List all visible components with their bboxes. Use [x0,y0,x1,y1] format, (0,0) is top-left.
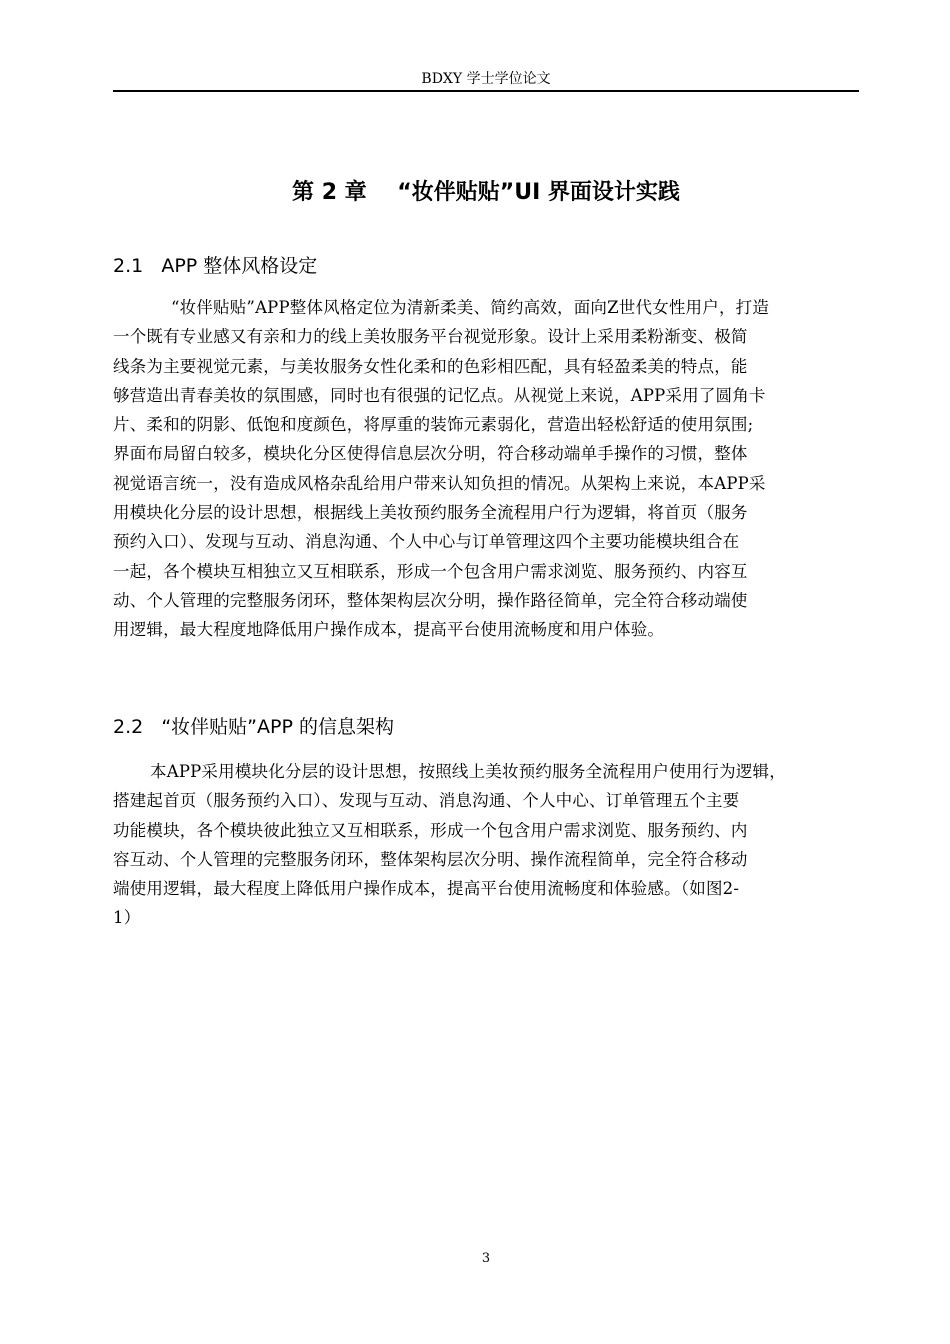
paragraph-line: 功能模块，各个模块彼此独立又互相联系，形成一个包含用户需求浏览、服务预约、内 [113,820,748,840]
paragraph-line: “妆伴贴贴”APP整体风格定位为清新柔美、简约高效，面向Z世代女性用户，打造 [171,298,770,317]
section-2-2-paragraph [113,757,863,933]
paragraph-line: 容互动、个人管理的完整服务闭环，整体架构层次分明、操作流程简单，完全符合移动 [113,849,748,869]
paragraph-line: 预约入口）、发现与互动、消息沟通、个人中心与订单管理这四个主要功能模块组合在 [113,532,740,552]
paragraph-line: 界面布局留白较多，模块化分区使得信息层次分明，符合移动端单手操作的习惯，整体 [113,444,748,464]
section-2-1-paragraph [113,293,863,645]
paragraph-line: 动、个人管理的完整服务闭环，整体架构层次分明，操作路径简单，完全符合移动端使 [113,590,748,610]
paragraph-line: 用模块化分层的设计思想，根据线上美妆预约服务全流程用户行为逻辑，将首页（服务 [113,503,748,523]
paragraph-line: 端使用逻辑，最大程度上降低用户操作成本，提高平台使用流畅度和体验感。（如图2- [113,879,740,899]
paragraph-line: 本APP采用模块化分层的设计思想，按照线上美妆预约服务全流程用户使用行为逻辑， [150,762,786,781]
paragraph-line: 一起，各个模块互相独立又互相联系，形成一个包含用户需求浏览、服务预约、内容互 [113,561,748,581]
paragraph-line: 片、柔和的阴影、低饱和度颜色，将厚重的装饰元素弱化，营造出轻松舒适的使用氛围; [113,415,754,435]
paragraph-line: 1） [113,908,141,928]
paragraph-line: 一个既有专业感又有亲和力的线上美妆服务平台视觉形象。设计上采用柔粉渐变、极简 [113,327,748,347]
paragraph-line: 视觉语言统一，没有造成风格杂乱给用户带来认知负担的情况。从架构上来说，本APP采 [113,473,766,493]
paragraph-line: 够营造出青春美妆的氛围感，同时也有很强的记忆点。从视觉上来说，APP采用了圆角卡 [113,385,766,405]
paragraph-line: 线条为主要视觉元素，与美妆服务女性化柔和的色彩相匹配，具有轻盈柔美的特点，能 [113,356,748,376]
section-heading-2-1: 2.1 APP 整体风格设定 [113,255,318,277]
section-heading-2-2: 2.2 “妆伴贴贴”APP 的信息架构 [113,716,394,738]
chapter-title: 第 2 章 “妆伴贴贴”UI 界面设计实践 [292,180,680,205]
paragraph-line: 用逻辑，最大程度地降低用户操作成本，提高平台使用流畅度和用户体验。 [113,620,665,640]
page-header: BDXY 学士学位论文 [421,71,551,87]
paragraph-line: 搭建起首页（服务预约入口）、发现与互动、消息沟通、个人中心、订单管理五个主要 [113,791,740,811]
header-divider [113,90,859,92]
page-number: 3 [481,1251,491,1266]
